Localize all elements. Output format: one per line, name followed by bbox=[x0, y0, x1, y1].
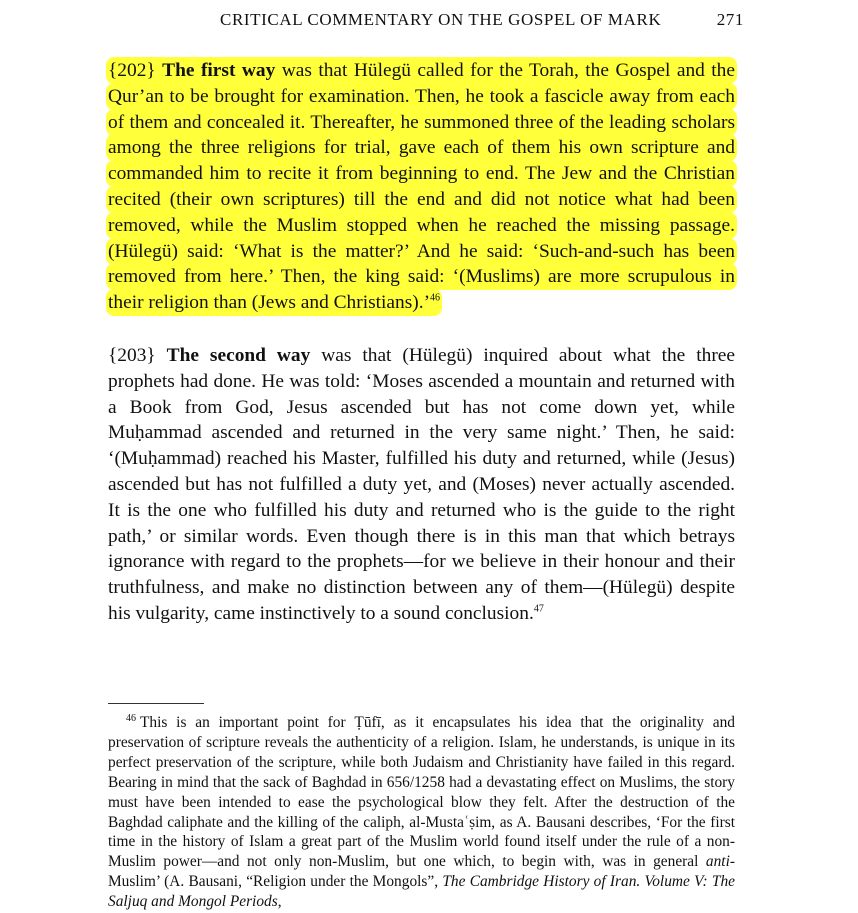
paragraph-text: was that Hülegü called for the Torah, the Gospel and the Qur’an to be brought for examination. Then, he took a fascicle away from each of them and concealed it. Thereafter, he summoned three of the leading scholars among the three religions for trial, gave each of them his own scripture and commanded him to recite it from beginning to end. The Jew and the Christian recited (their own scriptures) till the end and did not notice what had been removed, while the Muslim stopped when he reached the missing passage. (Hülegü) said: ‘What is the matter?’ And he said: ‘Such-and-such has been removed from here.’ Then, the king said: ‘(Muslims) are more scrupulous in their religion than (Jews and Christians).’ bbox=[108, 60, 735, 314]
paragraph-lead: The first way bbox=[162, 60, 276, 81]
footnote-text-c: , bbox=[277, 893, 282, 911]
running-header bbox=[108, 8, 744, 32]
footnote-text-b: -Muslim’ (A. Bausani, “Religion under the Mongols”, bbox=[108, 853, 735, 891]
paragraph-number: {203} bbox=[108, 345, 156, 366]
footnote-ref-47[interactable]: 47 bbox=[533, 603, 544, 615]
footnote-divider bbox=[108, 703, 204, 704]
running-title: CRITICAL COMMENTARY ON THE GOSPEL OF MARK bbox=[220, 10, 662, 29]
footnote-mark: 46 bbox=[126, 712, 136, 724]
paragraph-lead: The second way bbox=[166, 345, 311, 366]
paragraph-text: was that (Hülegü) inquired about what the three prophets had done. He was told: ‘Moses ascended a mountain and returned with a Book from God, Jesus ascended but has not come down yet, while Muḥammad ascended and returned in the very same night.’ Then, he said: ‘(Muḥammad) reached his Master, fulfilled his duty and returned, while (Jesus) ascended but has not fulfilled a duty yet, and (Moses) never actually ascended. It is the one who fulfilled his duty and returned who is the guide to the right path,’ or similar words. Even though there is in this man that which betrays ignorance with regard to the prophets—for we believe in their honour and their truthfulness, and make no distinction between any of them—(Hülegü) despite his vulgarity, came instinctively to a sound conclusion. bbox=[108, 345, 735, 624]
footnote-italic-title: The Cambridge History of Iran. Volume V: The Saljuq and Mongol Periods bbox=[108, 873, 735, 911]
paragraph-202 bbox=[108, 58, 735, 316]
paragraph-number: {202} bbox=[108, 60, 156, 81]
footnote-italic-word: anti bbox=[705, 853, 730, 871]
paragraph-203 bbox=[108, 343, 735, 627]
highlight-202 bbox=[108, 59, 735, 314]
footnote-ref-46[interactable]: 46 bbox=[430, 292, 441, 304]
footnote-46 bbox=[108, 713, 735, 912]
page-number: 271 bbox=[716, 10, 744, 29]
footnote-text-a: This is an important point for Ṭūfī, as it encapsulates his idea that the originality and preservation of scripture reveals the authenticity of a religion. Islam, he understands, is unique in its perfect preservation of the scripture, while both Judaism and Christianity have failed in this regard. Bearing in mind that the sack of Baghdad in 656/1258 had a devastating effect on Muslims, the story must have been intended to ease the psychological blow they felt. After the destruction of the Baghdad caliphate and the killing of the caliph, al-Mustaʿṣim, as A. Bausani describes, ‘For the first time in the history of Islam a great part of the Muslim world found itself under the rule of a non-Muslim power—and not only non-Muslim, but one which, to begin with, was in general bbox=[108, 714, 735, 871]
